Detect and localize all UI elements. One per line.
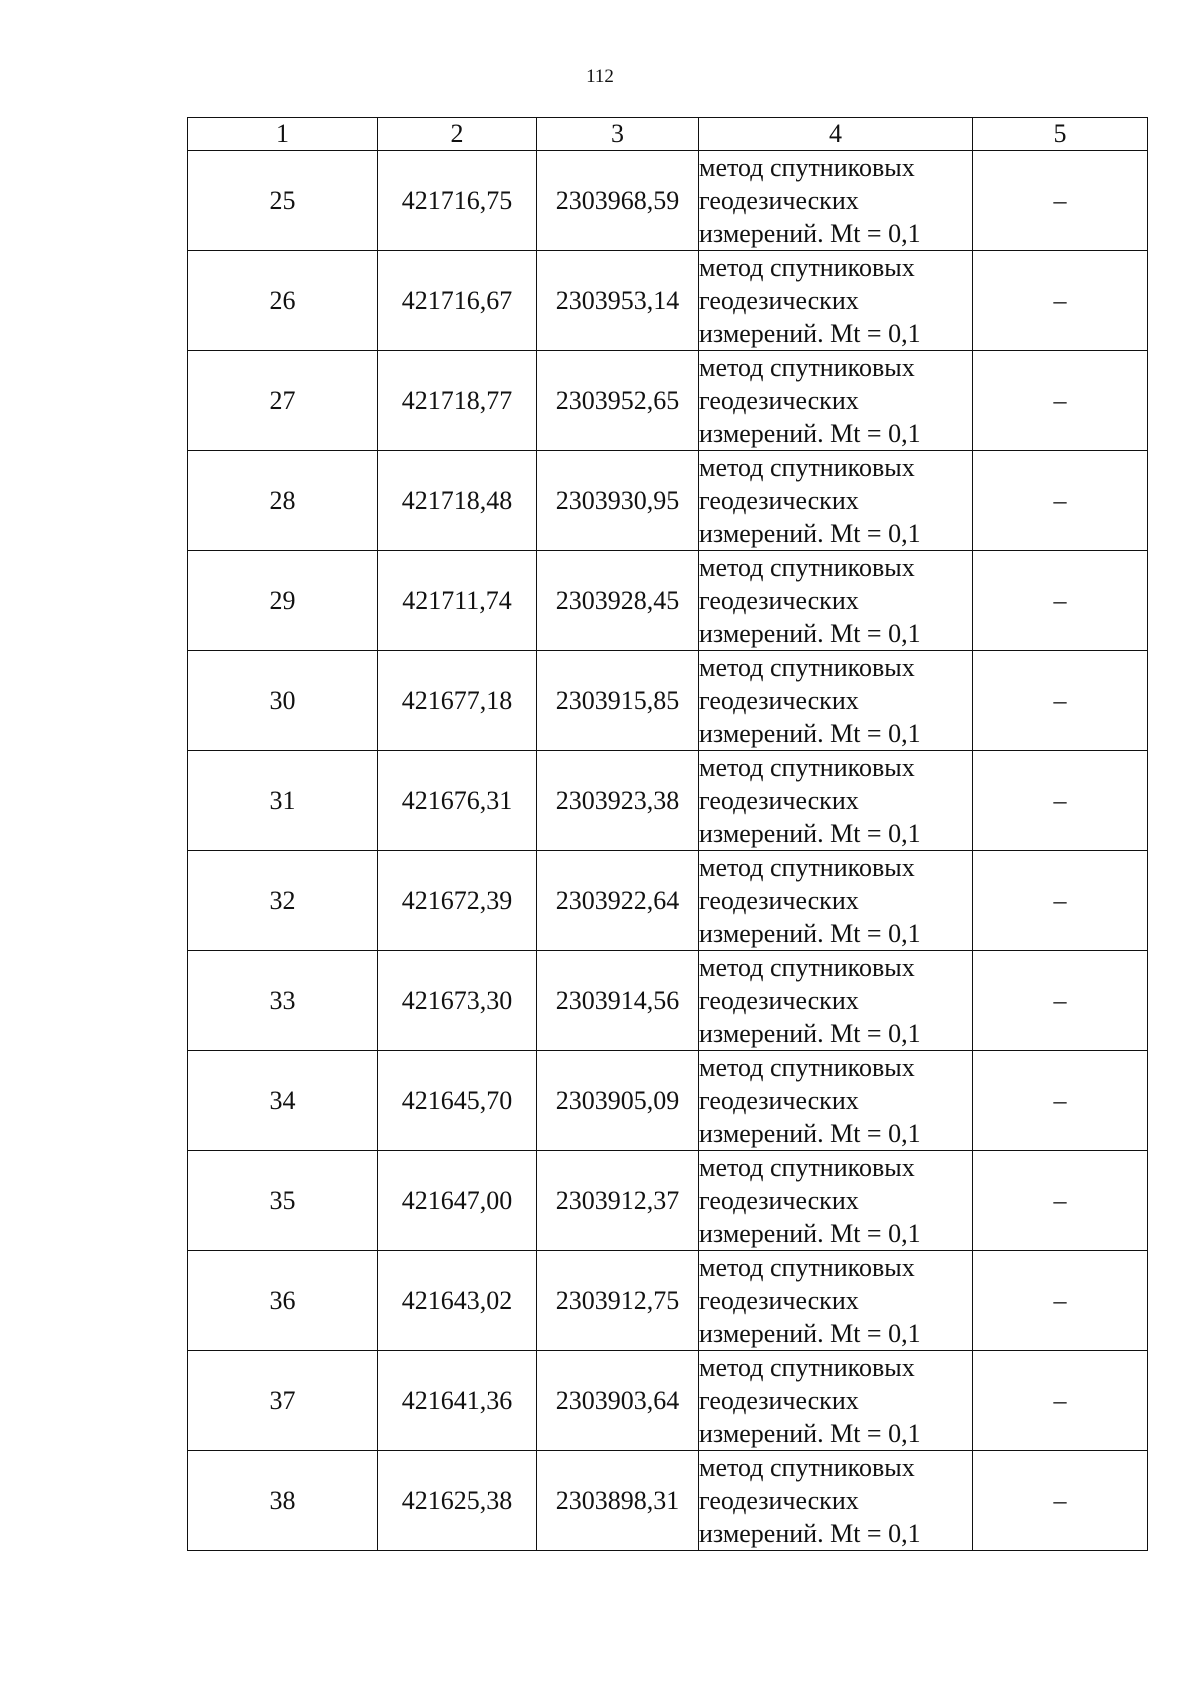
x-coordinate-cell: 421643,02 bbox=[378, 1251, 537, 1351]
column-header: 4 bbox=[699, 118, 973, 151]
column-header: 3 bbox=[537, 118, 699, 151]
method-line: метод спутниковых bbox=[699, 753, 915, 782]
method-line: геодезических bbox=[699, 186, 859, 215]
method-line: метод спутниковых bbox=[699, 1153, 915, 1182]
method-cell bbox=[699, 351, 973, 451]
note-cell: – bbox=[973, 1051, 1148, 1151]
method-cell bbox=[699, 751, 973, 851]
method-cell bbox=[699, 1351, 973, 1451]
point-number-cell: 28 bbox=[188, 451, 378, 551]
note-cell: – bbox=[973, 1151, 1148, 1251]
method-line: геодезических bbox=[699, 1086, 859, 1115]
x-coordinate-cell: 421672,39 bbox=[378, 851, 537, 951]
x-coordinate-cell: 421716,75 bbox=[378, 151, 537, 251]
point-number-cell: 29 bbox=[188, 551, 378, 651]
method-line: геодезических bbox=[699, 286, 859, 315]
y-coordinate-cell: 2303968,59 bbox=[537, 151, 699, 251]
point-number-cell: 36 bbox=[188, 1251, 378, 1351]
method-cell bbox=[699, 251, 973, 351]
point-number-cell: 35 bbox=[188, 1151, 378, 1251]
column-header: 1 bbox=[188, 118, 378, 151]
method-line: измерений. Mt = 0,1 bbox=[699, 319, 921, 348]
y-coordinate-cell: 2303952,65 bbox=[537, 351, 699, 451]
y-coordinate-cell: 2303912,37 bbox=[537, 1151, 699, 1251]
point-number-cell: 32 bbox=[188, 851, 378, 951]
y-coordinate-cell: 2303905,09 bbox=[537, 1051, 699, 1151]
method-line: измерений. Mt = 0,1 bbox=[699, 619, 921, 648]
note-cell: – bbox=[973, 151, 1148, 251]
note-cell: – bbox=[973, 1351, 1148, 1451]
table-row bbox=[188, 1451, 1148, 1551]
method-cell bbox=[699, 1151, 973, 1251]
y-coordinate-cell: 2303914,56 bbox=[537, 951, 699, 1051]
point-number-cell: 33 bbox=[188, 951, 378, 1051]
x-coordinate-cell: 421645,70 bbox=[378, 1051, 537, 1151]
x-coordinate-cell: 421718,77 bbox=[378, 351, 537, 451]
table-row bbox=[188, 851, 1148, 951]
method-line: геодезических bbox=[699, 1286, 859, 1315]
table-row bbox=[188, 751, 1148, 851]
point-number-cell: 37 bbox=[188, 1351, 378, 1451]
x-coordinate-cell: 421676,31 bbox=[378, 751, 537, 851]
y-coordinate-cell: 2303903,64 bbox=[537, 1351, 699, 1451]
table-row bbox=[188, 1351, 1148, 1451]
point-number-cell: 38 bbox=[188, 1451, 378, 1551]
x-coordinate-cell: 421625,38 bbox=[378, 1451, 537, 1551]
method-cell bbox=[699, 151, 973, 251]
table-row bbox=[188, 1051, 1148, 1151]
x-coordinate-cell: 421641,36 bbox=[378, 1351, 537, 1451]
y-coordinate-cell: 2303898,31 bbox=[537, 1451, 699, 1551]
table-row bbox=[188, 151, 1148, 251]
note-cell: – bbox=[973, 1251, 1148, 1351]
note-cell: – bbox=[973, 251, 1148, 351]
table-row bbox=[188, 1251, 1148, 1351]
method-line: геодезических bbox=[699, 486, 859, 515]
column-header: 5 bbox=[973, 118, 1148, 151]
method-line: геодезических bbox=[699, 986, 859, 1015]
method-line: измерений. Mt = 0,1 bbox=[699, 1119, 921, 1148]
y-coordinate-cell: 2303930,95 bbox=[537, 451, 699, 551]
method-line: метод спутниковых bbox=[699, 553, 915, 582]
point-number-cell: 25 bbox=[188, 151, 378, 251]
method-cell bbox=[699, 851, 973, 951]
method-line: метод спутниковых bbox=[699, 253, 915, 282]
method-line: измерений. Mt = 0,1 bbox=[699, 419, 921, 448]
table-row bbox=[188, 1151, 1148, 1251]
method-line: измерений. Mt = 0,1 bbox=[699, 519, 921, 548]
method-line: геодезических bbox=[699, 686, 859, 715]
table-body bbox=[188, 151, 1148, 1551]
method-cell bbox=[699, 951, 973, 1051]
x-coordinate-cell: 421673,30 bbox=[378, 951, 537, 1051]
x-coordinate-cell: 421711,74 bbox=[378, 551, 537, 651]
method-line: метод спутниковых bbox=[699, 153, 915, 182]
note-cell: – bbox=[973, 751, 1148, 851]
method-line: измерений. Mt = 0,1 bbox=[699, 819, 921, 848]
y-coordinate-cell: 2303928,45 bbox=[537, 551, 699, 651]
y-coordinate-cell: 2303953,14 bbox=[537, 251, 699, 351]
table-row bbox=[188, 251, 1148, 351]
y-coordinate-cell: 2303912,75 bbox=[537, 1251, 699, 1351]
x-coordinate-cell: 421718,48 bbox=[378, 451, 537, 551]
method-line: метод спутниковых bbox=[699, 453, 915, 482]
method-line: метод спутниковых bbox=[699, 853, 915, 882]
y-coordinate-cell: 2303922,64 bbox=[537, 851, 699, 951]
method-cell bbox=[699, 651, 973, 751]
method-line: геодезических bbox=[699, 1186, 859, 1215]
method-line: измерений. Mt = 0,1 bbox=[699, 219, 921, 248]
method-cell bbox=[699, 1051, 973, 1151]
method-line: метод спутниковых bbox=[699, 1353, 915, 1382]
method-line: геодезических bbox=[699, 1486, 859, 1515]
method-line: измерений. Mt = 0,1 bbox=[699, 1019, 921, 1048]
method-line: метод спутниковых bbox=[699, 1053, 915, 1082]
method-line: геодезических bbox=[699, 886, 859, 915]
point-number-cell: 31 bbox=[188, 751, 378, 851]
x-coordinate-cell: 421677,18 bbox=[378, 651, 537, 751]
note-cell: – bbox=[973, 651, 1148, 751]
column-header: 2 bbox=[378, 118, 537, 151]
note-cell: – bbox=[973, 451, 1148, 551]
y-coordinate-cell: 2303923,38 bbox=[537, 751, 699, 851]
method-line: метод спутниковых bbox=[699, 1453, 915, 1482]
table-header-row bbox=[188, 118, 1148, 151]
table-row bbox=[188, 351, 1148, 451]
point-number-cell: 26 bbox=[188, 251, 378, 351]
method-line: геодезических bbox=[699, 586, 859, 615]
table-row bbox=[188, 651, 1148, 751]
table-row bbox=[188, 551, 1148, 651]
note-cell: – bbox=[973, 351, 1148, 451]
method-cell bbox=[699, 1451, 973, 1551]
x-coordinate-cell: 421716,67 bbox=[378, 251, 537, 351]
method-cell bbox=[699, 551, 973, 651]
note-cell: – bbox=[973, 1451, 1148, 1551]
point-number-cell: 27 bbox=[188, 351, 378, 451]
method-cell bbox=[699, 451, 973, 551]
x-coordinate-cell: 421647,00 bbox=[378, 1151, 537, 1251]
method-line: измерений. Mt = 0,1 bbox=[699, 1519, 921, 1548]
point-number-cell: 34 bbox=[188, 1051, 378, 1151]
method-line: метод спутниковых bbox=[699, 953, 915, 982]
note-cell: – bbox=[973, 951, 1148, 1051]
method-line: измерений. Mt = 0,1 bbox=[699, 1219, 921, 1248]
method-line: геодезических bbox=[699, 386, 859, 415]
method-line: метод спутниковых bbox=[699, 653, 915, 682]
table-row bbox=[188, 951, 1148, 1051]
method-line: метод спутниковых bbox=[699, 353, 915, 382]
method-line: измерений. Mt = 0,1 bbox=[699, 1319, 921, 1348]
y-coordinate-cell: 2303915,85 bbox=[537, 651, 699, 751]
method-cell bbox=[699, 1251, 973, 1351]
method-line: метод спутниковых bbox=[699, 1253, 915, 1282]
method-line: геодезических bbox=[699, 1386, 859, 1415]
point-number-cell: 30 bbox=[188, 651, 378, 751]
method-line: измерений. Mt = 0,1 bbox=[699, 719, 921, 748]
coordinates-table bbox=[187, 117, 1148, 1551]
note-cell: – bbox=[973, 551, 1148, 651]
method-line: измерений. Mt = 0,1 bbox=[699, 919, 921, 948]
method-line: измерений. Mt = 0,1 bbox=[699, 1419, 921, 1448]
method-line: геодезических bbox=[699, 786, 859, 815]
table-row bbox=[188, 451, 1148, 551]
page-number: 112 bbox=[586, 66, 614, 87]
note-cell: – bbox=[973, 851, 1148, 951]
